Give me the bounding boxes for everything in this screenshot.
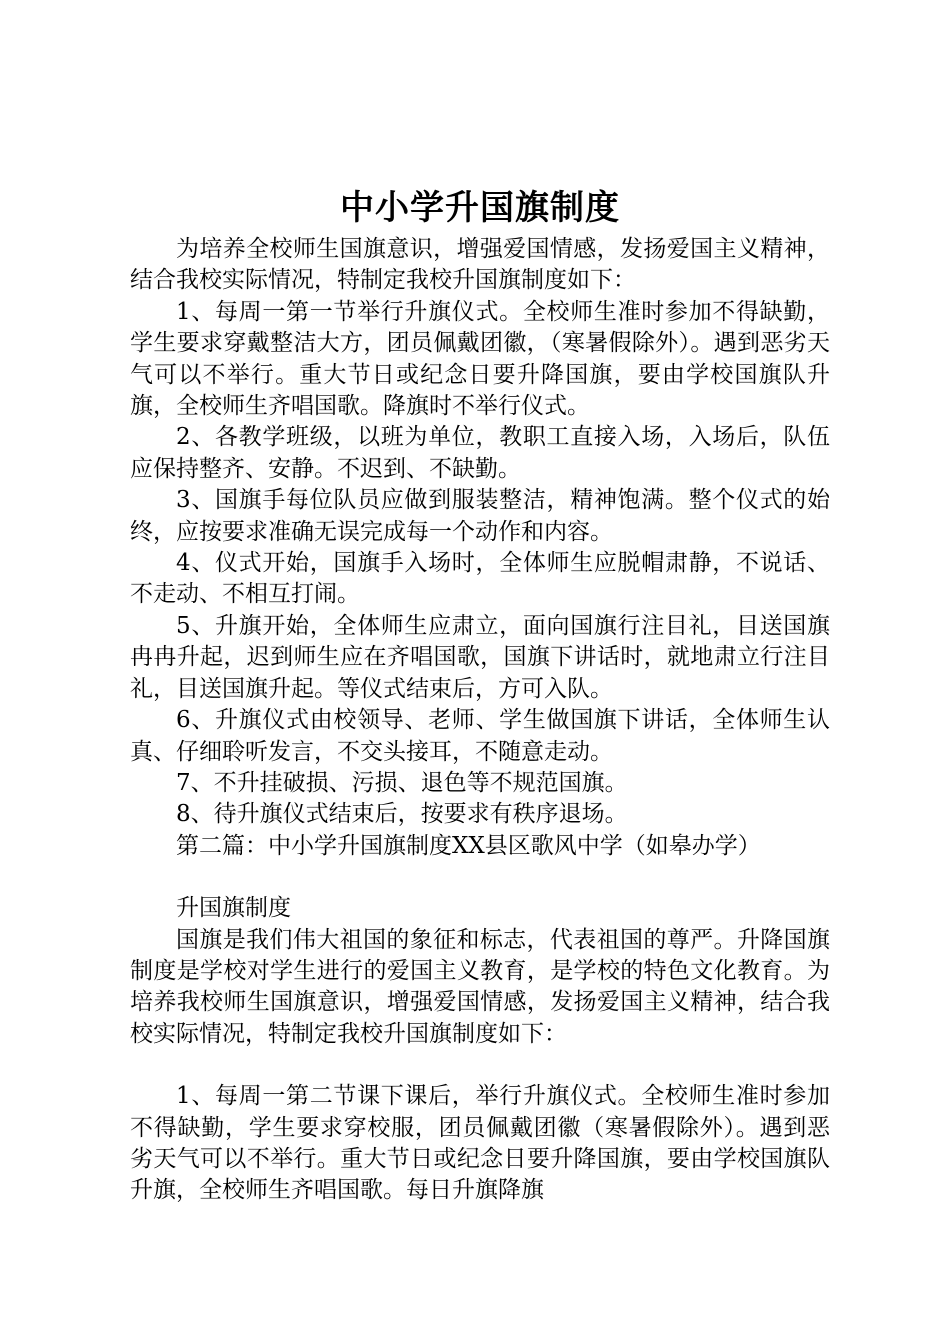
paragraph-rule-3: 3、国旗手每位队员应做到服装整洁，精神饱满。整个仪式的始终，应按要求准确无误完成每一个动作和内容。 [130,487,830,545]
paragraph-rule-7: 7、不升挂破损、污损、退色等不规范国旗。 [176,769,628,796]
blank-line [130,1050,830,1081]
paragraph-intro: 为培养全校师生国旗意识，增强爱国情感，发扬爱国主义精神，结合我校实际情况，特制定我校升国旗制度如下： [130,236,830,294]
paragraph-rule-6: 6、升旗仪式由校领导、老师、学生做国旗下讲话，全体师生认真、仔细聆听发言，不交头接耳，不随意走动。 [130,707,830,765]
paragraph-rule-8: 8、待升旗仪式结束后，按要求有秩序退场。 [176,801,628,828]
blank-line [130,862,830,893]
second-article-heading: 第二篇：中小学升国旗制度XX县区歌风中学（如皋办学） [176,832,761,859]
paragraph-rule-2: 2、各教学班级，以班为单位，教职工直接入场，入场后，队伍应保持整齐、安静。不迟到、不缺勤。 [130,424,830,482]
paragraph-rule-1: 1、每周一第一节举行升旗仪式。全校师生准时参加不得缺勤，学生要求穿戴整洁大方，团员佩戴团徽，（寒暑假除外）。遇到恶劣天气可以不举行。重大节日或纪念日要升降国旗，要由学校国旗队升旗，全校师生齐唱国歌。降旗时不举行仪式。 [130,298,830,420]
paragraph-rule-5: 5、升旗开始，全体师生应肃立，面向国旗行注目礼，目送国旗冉冉升起，迟到师生应在齐唱国歌，国旗下讲话时，就地肃立行注目礼，目送国旗升起。等仪式结束后，方可入队。 [130,612,830,702]
section-heading: 升国旗制度 [176,895,291,922]
document-title: 中小学升国旗制度 [340,188,620,228]
paragraph-second-rule-1: 1、每周一第二节课下课后，举行升旗仪式。全校师生准时参加不得缺勤，学生要求穿校服，团员佩戴团徽（寒暑假除外）。遇到恶劣天气可以不举行。重大节日或纪念日要升降国旗，要由学校国旗队升旗，全校师生齐唱国歌。每日升旗降旗 [130,1083,830,1204]
paragraph-rule-4: 4、仪式开始，国旗手入场时，全体师生应脱帽肃静，不说话、不走动、不相互打闹。 [130,550,830,608]
paragraph-second-intro: 国旗是我们伟大祖国的象征和标志，代表祖国的尊严。升降国旗制度是学校对学生进行的爱国主义教育，是学校的特色文化教育。为培养我校师生国旗意识，增强爱国情感，发扬爱国主义精神，结合我校实际情况，特制定我校升国旗制度如下： [130,926,830,1047]
document-page [130,186,830,1207]
